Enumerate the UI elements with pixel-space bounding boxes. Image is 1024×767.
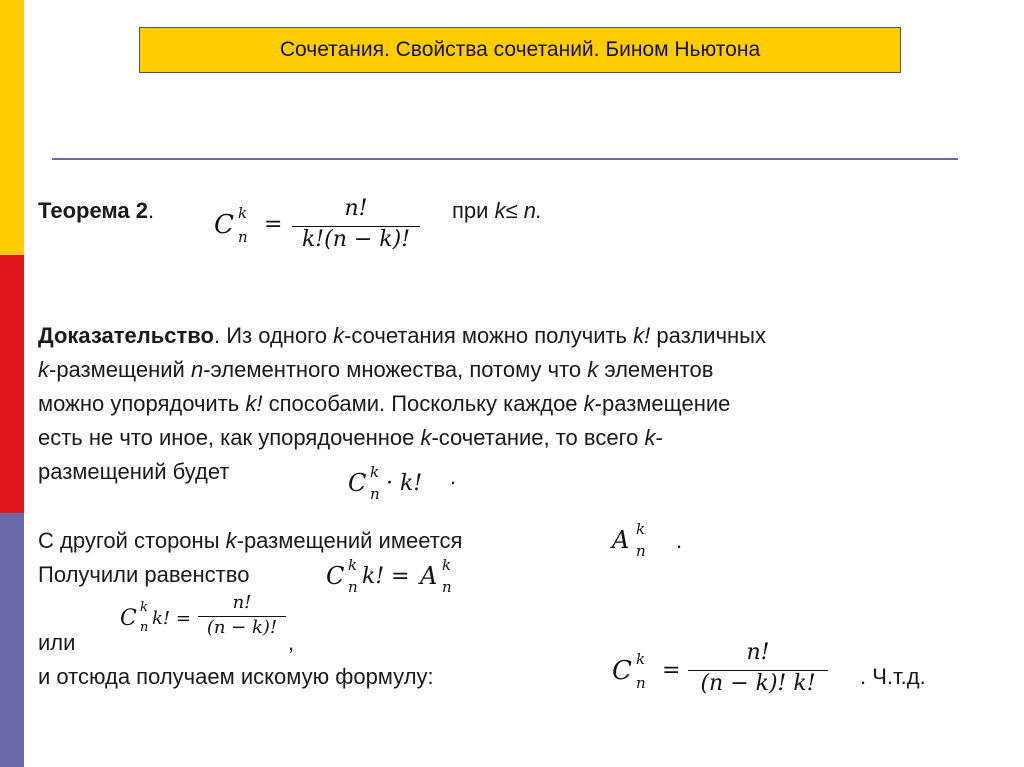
var-k-factorial: k! — [245, 391, 263, 416]
a-superscript: k — [442, 556, 452, 574]
final-line: и отсюда получаем искомую формулу: — [38, 664, 434, 689]
fraction — [688, 640, 828, 696]
title-divider — [52, 158, 958, 160]
condition-prefix: при — [452, 198, 495, 223]
fraction-numerator: n! — [746, 640, 770, 665]
c-superscript: k — [140, 600, 148, 615]
theorem-label: Теорема 2 — [38, 198, 148, 223]
fraction-denominator: (n − k)! — [206, 617, 278, 638]
proof-text: -сочетания можно получить — [344, 323, 634, 348]
proof-text: . Из одного — [213, 323, 334, 348]
formula-mid: k! = — [362, 564, 410, 589]
c-subscript: n — [348, 578, 358, 596]
proof-text: -сочетание, то всего — [431, 425, 645, 450]
var-k: k — [225, 528, 237, 553]
other-side-end: . — [676, 528, 683, 553]
formula-a — [612, 518, 662, 558]
formula-or — [120, 592, 290, 652]
fraction-denominator: (n − k)! k! — [700, 671, 816, 696]
theorem-formula — [214, 196, 424, 276]
proof-label: Доказательство — [38, 323, 214, 348]
fraction-denominator: k!(n − k)! — [301, 227, 411, 252]
left-stripe-red — [0, 255, 24, 513]
qed: . Ч.т.д. — [860, 664, 926, 689]
formula-equality — [326, 558, 466, 598]
other-side-line — [38, 524, 462, 558]
left-stripe-yellow — [0, 0, 24, 255]
proof-line-5 — [38, 455, 229, 489]
proof-line-4 — [38, 421, 663, 455]
var-n: n — [190, 357, 204, 382]
c-subscript: n — [370, 485, 380, 503]
formula-c-times-kfact — [348, 465, 448, 505]
c-superscript: k — [636, 650, 646, 668]
proof-line-2 — [38, 353, 713, 387]
proof-text: -элементного множества, потому что — [203, 357, 588, 382]
a-symbol: A — [612, 526, 630, 554]
var-k: k — [644, 425, 656, 450]
slide-title: Сочетания. Свойства сочетаний. Бином Ньютона — [139, 27, 901, 73]
or-comma: , — [288, 630, 295, 655]
other-side-text: -размещений имеется — [236, 528, 463, 553]
var-k: k — [38, 357, 49, 382]
var-k-factorial: k! — [633, 323, 651, 348]
c-symbol: C — [120, 606, 137, 631]
proof-end-dot: . — [450, 464, 457, 489]
or-label: или — [38, 630, 76, 655]
c-symbol: C — [612, 656, 632, 686]
fraction — [292, 196, 420, 252]
proof-text: - — [655, 425, 663, 450]
c-superscript: k — [348, 556, 358, 574]
formula-rest: · k! — [386, 471, 423, 496]
proof-text: можно упорядочить — [38, 391, 246, 416]
c-superscript: k — [370, 463, 380, 481]
a-superscript: k — [636, 520, 646, 538]
proof-text: различных — [650, 323, 766, 348]
condition-text: k≤ n. — [494, 198, 543, 223]
c-symbol: C — [214, 210, 234, 240]
proof-text: элементов — [598, 357, 714, 382]
fraction — [198, 592, 286, 638]
proof-text: -размещение — [594, 391, 731, 416]
proof-line-3 — [38, 387, 730, 421]
fraction-numerator: n! — [232, 592, 252, 613]
proof-line-1 — [38, 319, 766, 353]
proof-text: способами. Поскольку каждое — [262, 391, 584, 416]
fraction-numerator: n! — [344, 196, 368, 221]
got-equality-label: Получили равенство — [38, 562, 250, 587]
a-symbol: A — [420, 562, 438, 590]
c-superscript: k — [238, 204, 248, 222]
a-subscript: n — [636, 542, 646, 560]
c-subscript: n — [140, 620, 149, 635]
c-symbol: C — [326, 562, 345, 590]
theorem-condition — [452, 194, 542, 228]
c-subscript: n — [238, 228, 248, 246]
proof-text: -размещений — [49, 357, 191, 382]
proof-text: есть не что иное, как упорядоченное — [38, 425, 421, 450]
proof-text: размещений будет — [38, 459, 230, 484]
var-k: k — [583, 391, 595, 416]
equals-sign: = — [264, 212, 283, 237]
theorem-dot: . — [147, 198, 155, 223]
left-stripe-blue — [0, 513, 24, 767]
c-subscript: n — [636, 674, 646, 692]
theorem-heading — [38, 194, 154, 228]
formula-mid: k! = — [152, 608, 191, 629]
formula-final — [612, 640, 832, 720]
c-symbol: C — [348, 469, 367, 497]
other-side-text: С другой стороны — [38, 528, 226, 553]
a-subscript: n — [442, 578, 452, 596]
var-k: k — [420, 425, 432, 450]
var-k: k — [587, 357, 599, 382]
var-k: k — [333, 323, 345, 348]
equals-sign: = — [662, 658, 681, 683]
